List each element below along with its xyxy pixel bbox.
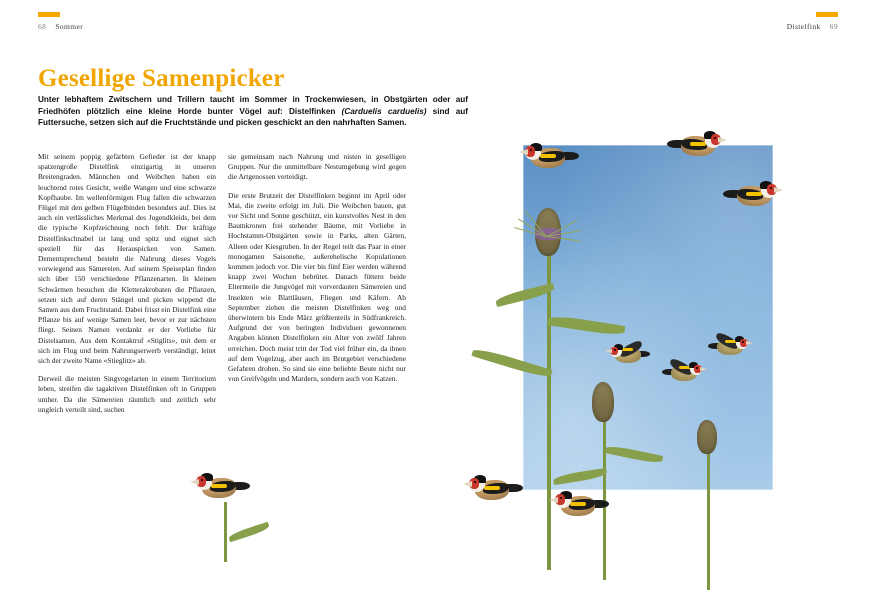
goldfinch-upper-right xyxy=(723,178,781,212)
bird-wingbar xyxy=(746,192,762,196)
goldfinch-flying-center xyxy=(661,360,705,386)
bird-eye xyxy=(201,479,203,481)
perch-stem-bottom-left xyxy=(224,502,227,562)
page-number-right: 69 xyxy=(829,22,838,31)
goldfinch-flying-right xyxy=(707,334,751,360)
bird-eye xyxy=(474,481,476,483)
goldfinch-flying-left xyxy=(607,342,651,368)
paragraph: Mit seinem poppig gefärbten Gefieder ist der knapp spatzengroße Distelfink einzigartig in unseren Breitengraden. Männchen und Weibchen haben ein leuchtend rotes Gesicht, weiße Wangen und eine schwarze Kopfhaube. Im wellenförmigen Flug fallen die schwarzen Flügel mit den gelben Flügelbinden besonders auf. Dies ist auch ein verlässliches Merkmal des Jugendkleids, bei dem die typische Kopfzeichnung noch fehlt. Der kräftige Distelfinkschnabel ist lang und spitz und eignet sich speziell für das Herauspicken von Samen. Dementsprechend besteht die Nahrung dieses Vogels vorwiegend aus Sämereien. Auf seinem Speiseplan finden sich über 150 verschiedene Pflanzenarten. In kleinen Schwärmen besuchen die Kletterakrobaten die Pflanzen, setzen sich auf deren Stängel und picken wippend die Samen aus dem Fruchtstand. Dabei frisst ein Distelfink eine Pflanze bis auf wenige Samen leer, bevor er zur nächsten fliegt. Seinen Namen verdankt er der Vorliebe für Distelsamen. Aus dem Kontaktruf «Stiglits», mit dem er sich im Flug und beim Nahrungserwerb verständigt, leitet sich der zweite Name «Stieglitz» ab. xyxy=(38,152,216,366)
paragraph: sie gemeinsam nach Nahrung und nisten in geselligen Gruppen. Nur die unmittelbare Nestumgebung wird gegen die Artgenossen verteidigt. xyxy=(228,152,406,182)
standfirst-part2: sind auf Futtersuche, setzen sich auf die Fruchtstände und picken geschickt an den nahrhaften Samen. xyxy=(38,106,468,128)
bird-eye xyxy=(696,367,698,369)
header-rule-left xyxy=(38,12,60,17)
bird-beak xyxy=(519,149,528,155)
standfirst xyxy=(38,94,468,129)
bird-beak xyxy=(549,497,558,503)
goldfinch-lower-stem xyxy=(465,472,523,506)
bird-eye xyxy=(770,187,772,189)
teasel-bracts xyxy=(513,202,583,272)
bird-beak xyxy=(190,479,199,485)
page-number-left: 68 xyxy=(38,22,47,31)
bird-beak xyxy=(718,137,727,143)
bird-beak xyxy=(774,187,783,193)
bird-wingbar xyxy=(570,502,586,506)
body-column-2 xyxy=(228,152,406,392)
bird-beak xyxy=(700,367,707,371)
body-column-1 xyxy=(38,152,216,423)
perch-leaf-bottom-left xyxy=(228,522,270,543)
goldfinch-perched-top-right xyxy=(667,128,725,162)
header-rule-right xyxy=(816,12,838,17)
bird-eye xyxy=(614,349,616,351)
bird-eye xyxy=(530,149,532,151)
teasel-seedhead xyxy=(697,420,717,454)
bird-wingbar xyxy=(690,142,706,146)
species-latin-name: (Carduelis carduelis) xyxy=(341,106,427,116)
goldfinch-perched-top-left xyxy=(521,140,579,174)
page-title: Gesellige Samenpicker xyxy=(38,64,285,92)
paragraph: Derweil die meisten Singvogelarten in einem Territorium leben, streifen die tagaktiven Distelfinken oft in Gruppen umher. Da die Sämereien räumlich und zeitlich sehr ungleich verteilt sind, suchen xyxy=(38,374,216,414)
bird-wingbar xyxy=(211,484,227,488)
bird-eye xyxy=(742,341,744,343)
paragraph: Die erste Brutzeit der Distelfinken beginnt im April oder Mai, die zweite erfolgt im Juli. Die Weibchen bauen, gut vor Sicht und Sonne geschützt, ein kunstvolles Nest in den Baumkronen frei stehender Bäume, mit Vorliebe in Hochstamm-Obstgärten sowie in Parks, alten Gärten, Alleen oder Kiesgruben. In der Regel teilt das Paar in einer monogamen Saisonehe, außerehelische Kopulationen kommen jedoch vor. Die vier bis fünf Eier werden während knapp zwei Wochen bebrütet. Danach füttern beide Elternteile die Jungvögel mit vorverdauten Sämereien und Insekten wie Blattläusen, Fliegen und Käfern. Ab September ziehen die meisten Distelfinken weg und überwintern bis Ende März größtenteils in Südfrankreich. Aufgrund der von beringten Individuen gewonnenen Angaben können Distelfinken ein Alter von zwölf Jahren erreichen. Doch meist tritt der Tod viel früher ein, da ihnen auf dem Vogelzug, aber auch im Brutgebiet verschiedene Gefahren drohen. So sind sie eine beliebte Beute nicht nur von Greifvögeln und Mardern, sondern auch von Katzen. xyxy=(228,190,406,384)
goldfinch-lower-right xyxy=(551,488,609,522)
teasel-seedhead xyxy=(592,382,614,422)
bird-eye xyxy=(714,137,716,139)
standfirst-part1: Unter lebhaftem Zwitschern und Trillern taucht im Sommer in Trockenwiesen, in Obstgärten oder auf Friedhöfen plötzlich eine kleine Horde bunter Vögel auf: Distelfinken xyxy=(38,95,468,116)
bird-beak xyxy=(463,481,472,487)
section-name-right: Distelfink xyxy=(786,22,821,31)
folio-right xyxy=(787,22,838,31)
bird-beak xyxy=(746,341,753,345)
folio-left xyxy=(38,22,83,31)
teasel-stem-right xyxy=(707,450,710,590)
bird-beak xyxy=(605,349,612,353)
section-name-left: Sommer xyxy=(55,22,84,31)
bird-wingbar xyxy=(484,486,500,490)
goldfinch-illustration xyxy=(455,120,855,590)
bird-wingbar xyxy=(540,154,556,158)
goldfinch-bottom-left xyxy=(192,470,250,504)
bird-eye xyxy=(560,497,562,499)
